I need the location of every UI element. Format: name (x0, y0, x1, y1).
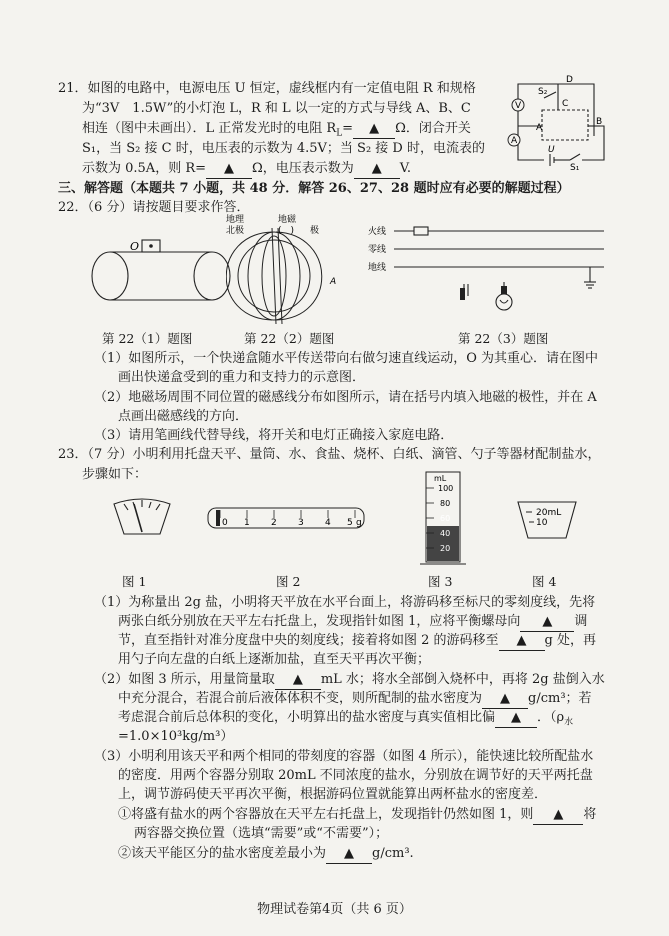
q23-p2-line3: 考虑混合前后总体积的变化，小明算出的盐水密度与真实值相比偏 ▲ ．（$\rho_水$ (118, 710, 574, 728)
q23-p2-line4: =1.0×10³kg/m³） (118, 729, 234, 744)
answer-blank[interactable]: ▲ (482, 690, 528, 709)
svg-text:A: A (511, 136, 518, 146)
q22-fig3-caption: 第 22（3）题图 (458, 331, 549, 346)
svg-text:( ): ( ) (278, 226, 295, 236)
svg-text:5: 5 (347, 518, 353, 528)
q22-fig2-caption: 第 22（2）题图 (244, 331, 335, 346)
q22-item2-line2: 点画出磁感线的方向． (118, 409, 249, 424)
q21-line3: 相连（图中未画出）．L 正常发光时的电阻 $R_L=$ ▲ Ω．闭合开关 (82, 121, 471, 139)
answer-blank[interactable]: ▲ (520, 613, 574, 632)
answer-blank[interactable]: ▲ (499, 632, 545, 651)
q22-heading: 22．（6 分）请按题目要求作答． (58, 200, 250, 215)
svg-text:mL: mL (434, 474, 447, 483)
q21-line1: 21．如图的电路中，电源电压 U 恒定，虚线框内有一定值电阻 R 和规格 (58, 81, 476, 96)
svg-text:C: C (562, 99, 569, 109)
q22-item2-line1: （2）地磁场周围不同位置的磁感线分布如图所示，请在括号内填入地磁的极性，并在 A (94, 390, 597, 405)
switch-icon (460, 288, 465, 300)
svg-text:20mL: 20mL (536, 508, 562, 518)
q22-fig1-caption: 第 22（1）题图 (102, 331, 193, 346)
svg-text:3: 3 (298, 518, 304, 528)
fig4-caption: 图 4 (532, 574, 557, 589)
svg-text:火线: 火线 (368, 227, 387, 237)
earth-magnetic-field-figure (226, 214, 356, 326)
svg-text:40: 40 (440, 529, 451, 538)
q23-p1-line2: 两张白纸分别放在天平左右托盘上，发现指针如图 1，应将平衡螺母向 ▲ 调 (118, 613, 587, 632)
svg-text:80: 80 (440, 499, 451, 508)
q23-p1-line1: （1）为称量出 2g 盐，小明将天平放在水平台面上，将游码移至标尺的零刻度线，先将 (94, 595, 596, 610)
graduated-container-figure (516, 500, 578, 540)
q21-circuit-figure (504, 74, 612, 174)
q23-p2-line2: 中充分混合，若混合前后液体体积不变，则所配制的盐水密度为 ▲ g/cm³；若 (118, 690, 592, 709)
svg-text:60: 60 (440, 514, 451, 523)
svg-text:O: O (130, 240, 140, 253)
svg-text:A: A (536, 123, 543, 133)
conveyor-belt-figure (88, 232, 234, 304)
q23-p3-line1: （3）小明利用该天平和两个相同的带刻度的容器（如图 4 所示），能快速比较所配盐水 (94, 749, 594, 764)
svg-text:2: 2 (271, 518, 277, 528)
q23-p3-line2: 的密度．用两个容器分别取 20mL 不同浓度的盐水，分别放在调节好的天平两托盘 (118, 768, 593, 783)
graduated-cylinder-figure (420, 470, 468, 570)
center-of-gravity-dot (149, 244, 153, 248)
q23-p1-line3: 节，直至指针对准分度盘中央的刻度线；接着将如图 2 的游码移至 ▲ g 处，再 (118, 632, 596, 651)
svg-text:北极: 北极 (226, 226, 245, 236)
fig3-caption: 图 3 (428, 574, 453, 589)
svg-text:S₁: S₁ (570, 163, 580, 173)
rider-icon (216, 510, 220, 526)
q23-p3-line4: ①将盛有盐水的两个容器放在天平左右托盘上，发现指针仍然如图 1，则 ▲ 将 (118, 806, 596, 825)
svg-text:1: 1 (244, 518, 250, 528)
q23-p3-line5: 两容器交换位置（选填“需要”或“不需要”）； (134, 826, 389, 841)
answer-blank[interactable]: ▲ (354, 160, 400, 179)
svg-text:B: B (596, 117, 603, 127)
q23-heading-line2: 步骤如下： (82, 467, 148, 482)
q21-line2: 为“3V 1.5W”的小灯泡 L，R 和 L 以一定的方式与导线 A、B、C (82, 101, 471, 116)
svg-text:地理: 地理 (226, 215, 245, 225)
rider-scale-figure (206, 504, 368, 532)
q22-item1-line1: （1）如图所示，一个快递盒随水平传送带向右做匀速直线运动，O 为其重心．请在图中 (94, 351, 599, 366)
q22-item3: （3）请用笔画线代替导线，将开关和电灯正确接入家庭电路． (94, 428, 454, 443)
answer-blank[interactable]: ▲ (533, 806, 583, 825)
svg-text:0: 0 (222, 518, 228, 528)
page-footer: 物理试卷第4页（共 6 页） (257, 902, 412, 917)
q21-line4: S₁，当 S₂ 接 C 时，电压表的示数为 4.5V；当 S₂ 接 D 时，电流表的 (82, 141, 485, 156)
answer-blank[interactable]: ▲ (495, 709, 537, 728)
q23-p3-line3: 上，调节游码使天平再次平衡，根据游码位置就能算出两杯盐水的密度差． (118, 787, 548, 802)
svg-text:极: 极 (310, 226, 320, 236)
fig1-caption: 图 1 (122, 574, 147, 589)
answer-blank[interactable]: ▲ (326, 845, 372, 864)
svg-text:4: 4 (325, 518, 331, 528)
section-3-heading: 三、解答题（本题共 7 小题，共 48 分．解答 26、27、28 题时应有必要的解题过程） (58, 181, 570, 196)
q21-line5: 示数为 0.5A，则 R= ▲ Ω，电压表示数为 ▲ V. (82, 160, 411, 179)
answer-blank[interactable]: ▲ (206, 160, 252, 179)
svg-text:V: V (515, 101, 522, 111)
fuse-icon (414, 227, 428, 235)
answer-blank[interactable]: ▲ (275, 671, 321, 690)
q23-p1-line4: 用勺子向左盘的白纸上逐渐加盐，直至天平再次平衡； (118, 652, 431, 667)
svg-text:20: 20 (440, 544, 451, 553)
household-circuit-figure (364, 222, 614, 326)
pointer-needle (134, 504, 142, 532)
lamp-icon (496, 294, 512, 310)
balance-pointer-figure (110, 494, 174, 538)
svg-text:g: g (356, 518, 362, 528)
q23-p2-line1: （2）如图 3 所示，用量筒量取 ▲ mL 水；将水全部倒入烧杯中，再将 2g 盐倒入水 (94, 671, 605, 690)
svg-text:零线: 零线 (368, 245, 387, 255)
svg-text:100: 100 (438, 484, 454, 493)
q23-heading-line1: 23．（7 分）小明利用托盘天平、量筒、水、食盐、烧杯、白纸、滴管、勺子等器材配制盐水， (58, 447, 601, 462)
fig2-caption: 图 2 (276, 574, 301, 589)
answer-blank[interactable]: ▲ (353, 120, 395, 139)
svg-text:10: 10 (536, 518, 548, 528)
svg-text:D: D (566, 75, 573, 85)
svg-text:A: A (330, 277, 337, 287)
q22-item1-line2: 画出快递盒受到的重力和支持力的示意图． (118, 370, 366, 385)
svg-text:地线: 地线 (368, 263, 387, 273)
svg-text:地磁: 地磁 (278, 215, 297, 225)
q23-p3-line6: ②该天平能区分的盐水密度差最小为 ▲ g/cm³. (118, 845, 414, 864)
svg-text:U: U (548, 145, 555, 155)
svg-text:S₂: S₂ (538, 87, 548, 97)
